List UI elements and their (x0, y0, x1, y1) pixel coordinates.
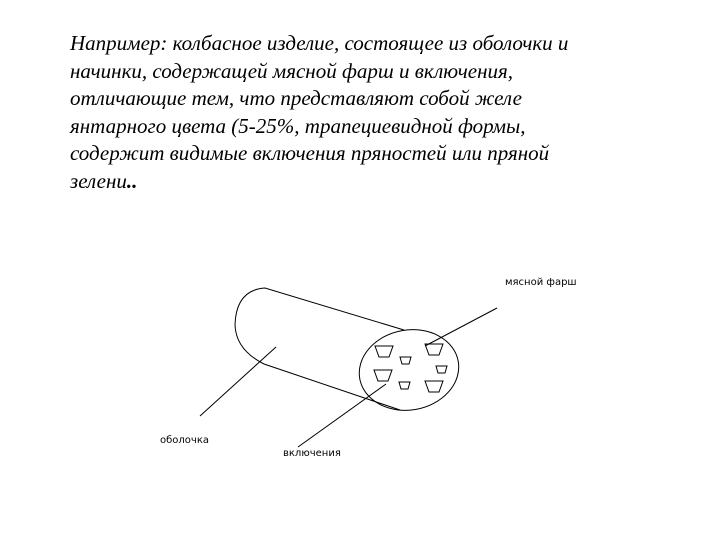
label-inclusions: включения (283, 448, 341, 459)
inclusion-trapezoid (375, 346, 393, 357)
sausage-casing-outline (235, 288, 404, 410)
description-text: Например: колбасное изделие, состоящее из оболочки и начинки, содержащей мясной фарш и включения, отличающие тем, что представляют собой желе янтарного цвета (5-25%, трапециевидной формы, содержит видимые включения пряностей или пряной зелени (70, 31, 569, 193)
inclusion-trapezoid (374, 370, 392, 381)
leader-line-casing (200, 347, 276, 416)
sausage-cross-section (353, 322, 465, 418)
leader-line-inclusions (298, 384, 386, 447)
label-casing: оболочка (160, 435, 209, 446)
leader-line-minced-meat (425, 308, 497, 346)
inclusion-trapezoid (436, 366, 447, 373)
inclusion-trapezoid (399, 382, 410, 389)
label-minced-meat: мясной фарш (505, 277, 577, 288)
inclusion-trapezoid (400, 357, 411, 364)
inclusion-trapezoid (425, 381, 443, 392)
inclusion-trapezoid (425, 344, 443, 355)
description-ellipsis: .. (126, 168, 138, 193)
